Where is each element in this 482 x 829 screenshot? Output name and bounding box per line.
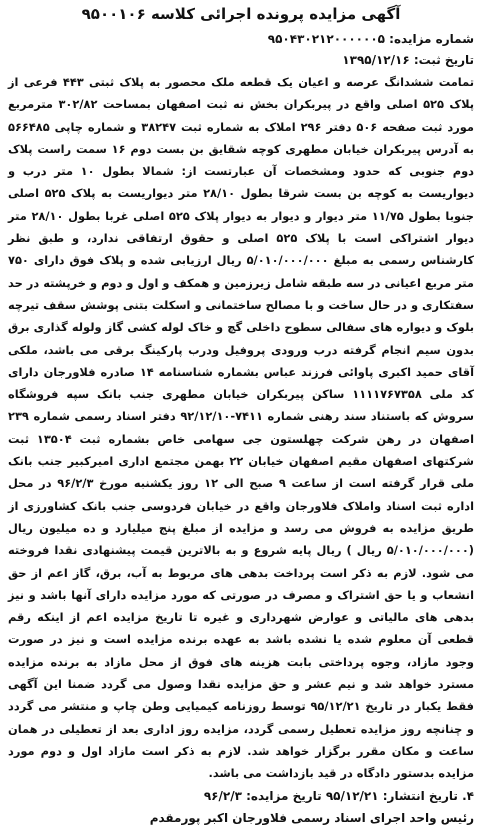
signature: رئیس واحد اجرای اسناد رسمی فلاورجان اکبر پورمقدم [149, 810, 474, 825]
notice-title: آگهی مزایده پرونده اجرائی کلاسه ۹۵۰۰۱۰۶ [81, 5, 401, 23]
auction-number: شماره مزایده: ۹۵۰۴۳۰۲۱۲۰۰۰۰۰۰۵ [267, 32, 474, 46]
issue-date: تاریخ ثبت: ۱۳۹۵/۱۲/۱۶ [342, 53, 474, 67]
notice-body: تمامت ششدانگ عرصه و اعیان یک قطعه ملک محصور به پلاک ثبتی ۴۴۳ فرعی از پلاک ۵۲۵ اصلی واقع در پیربکران بخش نه ثبت اصفهان بمساحت ۳۰۲/۸۲ مترمربع مورد ثبت صفحه ۵۰۶ دفتر ۲۹۶ املاک به شماره ثبت ۳۸۲۴۷ و شماره چاپی ۵۶۶۴۸۵ به آدرس پیربکران خیابان مطهری کوچه شقایق بن بست دوم ۱۶ سمت راست پلاک دوم جنوبی که حدود ومشخصات آن عبارتست از: شمالا بطول ۱۰ متر درب و دیواریست به کوچه بن بست شرقا بطول ۲۸/۱۰ متر دیواریست به پلاک ۵۲۵ اصلی جنوبا بطول ۱۱/۷۵ متر دیوار و دیوار به دیوار پلاک ۵۲۵ اصلی غربا بطول ۲۸/۱۰ متر دیوار اشتراکی است با پلاک ۵۲۵ اصلی و حقوق ارتفاقی ندارد، و طبق نظر کارشناس رسمی به مبلغ ۵/۰۱۰/۰۰۰/۰۰۰ ریال ارزیابی شده و پلاک فوق دارای ۷۵۰ متر مربع اعیانی در سه طبقه شامل زیرزمین و همکف و اول و دوم و خرپشته در حد سفتکاری و در حال ساخت و با مصالح ساختمانی و اسکلت بتنی پوشش سقف تیرچه بلوک و دیواره های سفالی سطوح داخلی گچ و خاک لوله کشی گاز ولوله گذاری برق بدون سیم انجام گرفته درب ورودی پروفیل ودرب پارکینگ برقی می باشد، ملکی آقای حمید اکبری پاوائی فرزند عباس بشماره شناسنامه ۱۴ صادره فلاورجان دارای کد ملی ۱۱۱۱۷۶۷۳۵۸ ساکن پیربکران خیابان مطهری جنب بانک سپه فروشگاه سروش که باستناد سند رهنی شماره ۷۴۱۱-۹۲/۱۲/۱۰ دفتر اسناد رسمی شماره ۲۳۹ اصفهان در رهن شرکت چهلستون جی سهامی خاص بشماره ثبت ۱۳۵۰۴ ثبت شرکتهای اصفهان مقیم اصفهان خیابان ۲۲ بهمن مجتمع اداری امیرکبیر جنب بانک ملی قرار گرفته است از ساعت ۹ صبح الی ۱۲ روز یکشنبه مورخ ۹۶/۲/۳ در محل اداره ثبت اسناد واملاک فلاورجان واقع در خیابان فردوسی جنب بانک کشاورزی از طریق مزایده به فروش می رسد و مزایده از مبلغ پنج میلیارد و ده میلیون ریال (۵/۰۱۰/۰۰۰/۰۰۰ ریال ) ریال پایه شروع و به بالاترین قیمت پیشنهادی نقدا فروخته می شود. لازم به ذکر است پرداخت بدهی های مربوط به آب، برق، گاز اعم از حق انشعاب و یا حق اشتراک و مصرف در صورتی که مورد مزایده دارای آنها باشد و نیز بدهی های مالیاتی و عوارض شهرداری و غیره تا تاریخ مزایده اعم از اینکه رقم قطعی آن معلوم شده یا نشده باشد به عهده برنده مزایده است و نیز در صورت وجود مازاد، وجوه پرداختی بابت هزینه های فوق از محل مازاد به برنده مزایده مسترد خواهد شد و نیم عشر و حق مزایده نقدا وصول می گردد ضمنا این آگهی فقط یکبار در تاریخ ۹۵/۱۲/۲۱ توسط روزنامه کیمیایی وطن چاپ و منتشر می گردد و چنانچه روز مزایده تعطیل رسمی گردد، مزایده روز اداری بعد از تعطیلی در همان ساعت و مکان مقرر برگزار خواهد شد. لازم به ذکر است مازاد اول و دوم مورد مزایده بدستور دادگاه در قید بازداشت می باشد. [8, 75, 475, 781]
publication-dates: ۴. تاریخ انتشار: ۹۵/۱۲/۲۱ تاریخ مزایده: ۹۶/۲/۳ [203, 788, 474, 803]
